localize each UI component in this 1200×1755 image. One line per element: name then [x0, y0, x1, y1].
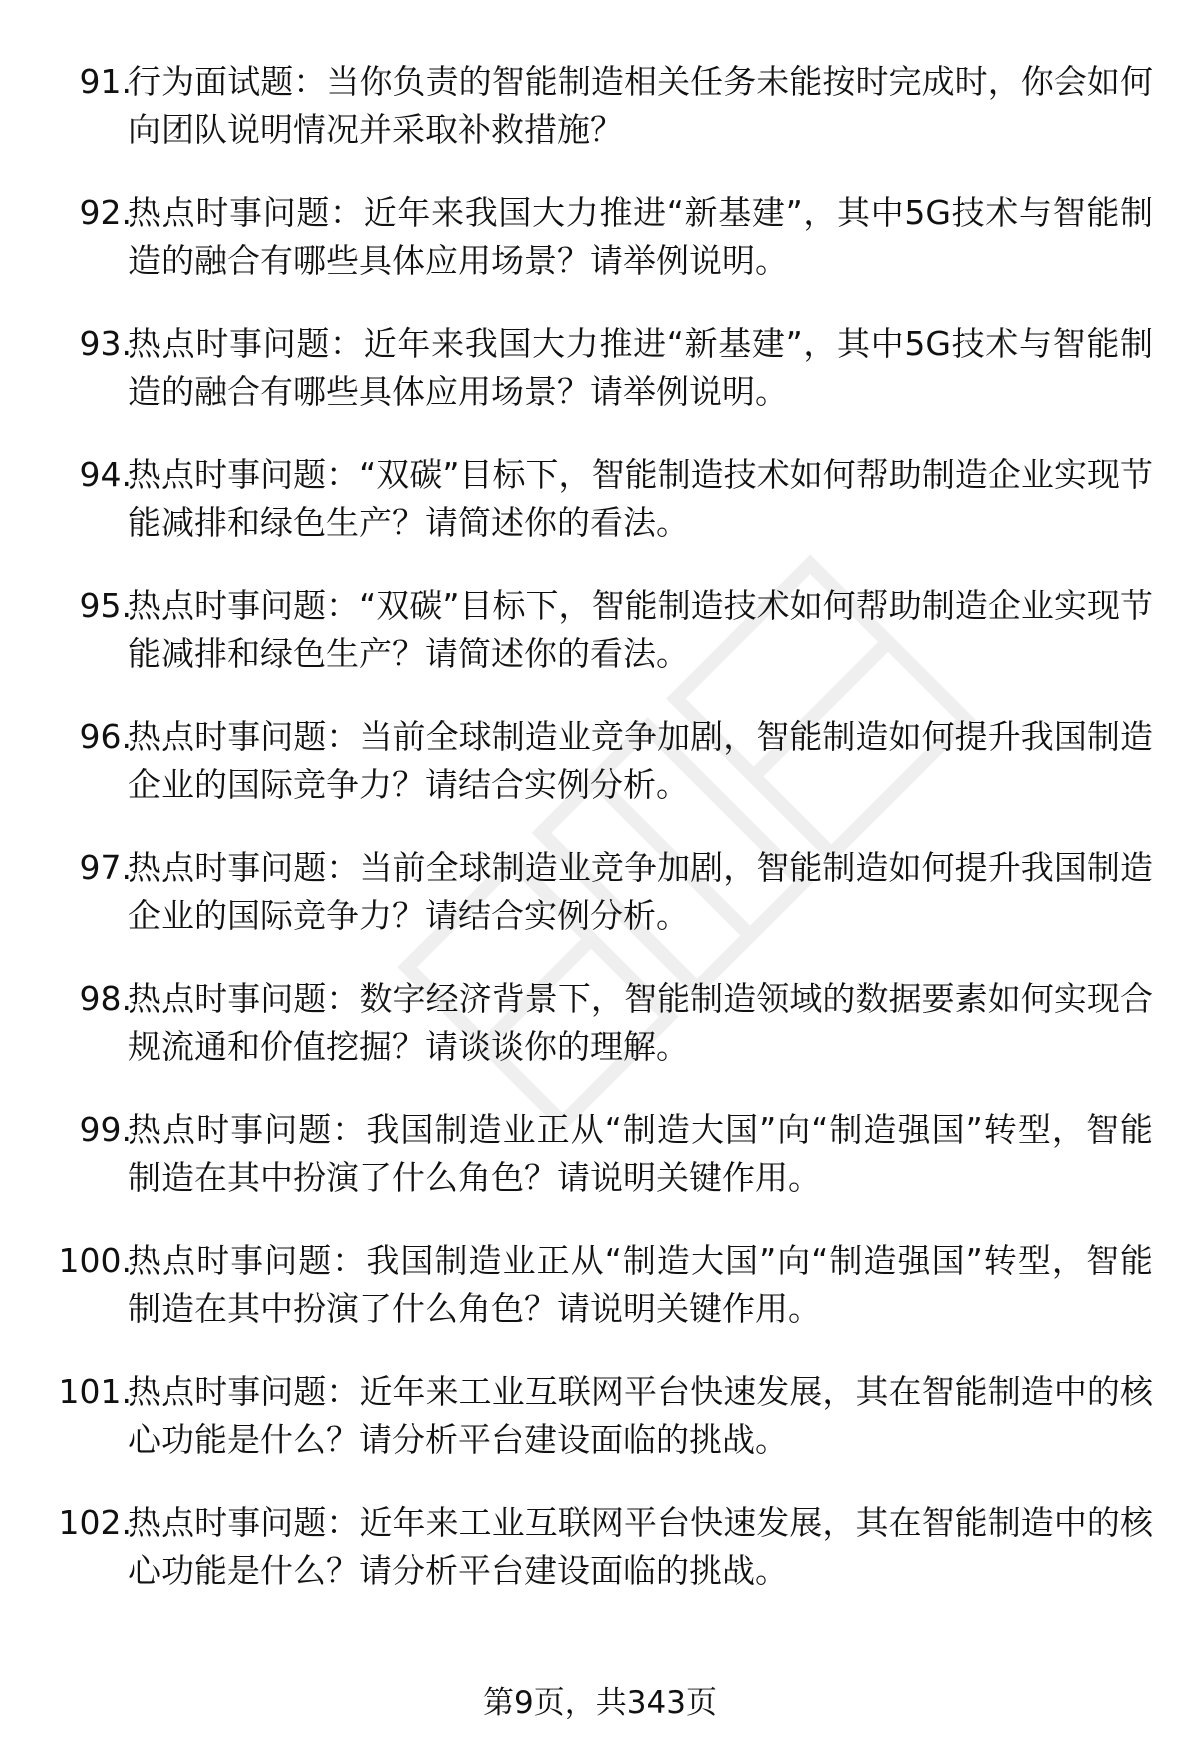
page-number-label: 第9页，共343页 — [483, 1685, 717, 1721]
question-text: 热点时事问题：当前全球制造业竞争加剧，智能制造如何提升我国制造企业的国际竞争力？请结合实例分析。 — [128, 848, 1153, 935]
question-item — [0, 975, 1200, 1106]
question-number: 96. — [79, 717, 132, 756]
question-number: 102. — [58, 1503, 132, 1542]
question-text: 热点时事问题：“双碳”目标下，智能制造技术如何帮助制造企业实现节能减排和绿色生产？请简述你的看法。 — [128, 586, 1153, 673]
question-item — [0, 582, 1200, 713]
question-text: 热点时事问题：近年来工业互联网平台快速发展，其在智能制造中的核心功能是什么？请分析平台建设面临的挑战。 — [128, 1372, 1153, 1459]
question-item — [0, 713, 1200, 844]
question-text: 热点时事问题：我国制造业正从“制造大国”向“制造强国”转型，智能制造在其中扮演了什么角色？请说明关键作用。 — [128, 1110, 1153, 1197]
question-number: 97. — [79, 848, 132, 887]
question-text: 热点时事问题：当前全球制造业竞争加剧，智能制造如何提升我国制造企业的国际竞争力？请结合实例分析。 — [128, 717, 1153, 804]
question-text: 热点时事问题：“双碳”目标下，智能制造技术如何帮助制造企业实现节能减排和绿色生产？请简述你的看法。 — [128, 455, 1153, 542]
question-item — [0, 844, 1200, 975]
question-text: 热点时事问题：近年来我国大力推进“新基建”，其中5G技术与智能制造的融合有哪些具体应用场景？请举例说明。 — [128, 324, 1153, 411]
question-text: 热点时事问题：近年来我国大力推进“新基建”，其中5G技术与智能制造的融合有哪些具体应用场景？请举例说明。 — [128, 193, 1153, 280]
question-number: 91. — [79, 62, 132, 101]
question-item — [0, 1237, 1200, 1368]
question-number: 98. — [79, 979, 132, 1018]
question-number: 93. — [79, 324, 132, 363]
question-number: 100. — [58, 1241, 132, 1280]
question-list — [0, 58, 1200, 1630]
question-text: 热点时事问题：近年来工业互联网平台快速发展，其在智能制造中的核心功能是什么？请分析平台建设面临的挑战。 — [128, 1503, 1153, 1590]
question-item — [0, 189, 1200, 320]
question-number: 101. — [58, 1372, 132, 1411]
question-item — [0, 1106, 1200, 1237]
question-number: 92. — [79, 193, 132, 232]
question-item — [0, 1499, 1200, 1630]
question-item — [0, 58, 1200, 189]
question-item — [0, 1368, 1200, 1499]
question-number: 95. — [79, 586, 132, 625]
page-footer — [0, 1683, 1200, 1723]
question-item — [0, 451, 1200, 582]
question-text: 热点时事问题：数字经济背景下，智能制造领域的数据要素如何实现合规流通和价值挖掘？请谈谈你的理解。 — [128, 979, 1153, 1066]
question-text: 热点时事问题：我国制造业正从“制造大国”向“制造强国”转型，智能制造在其中扮演了什么角色？请说明关键作用。 — [128, 1241, 1153, 1328]
question-number: 99. — [79, 1110, 132, 1149]
question-number: 94. — [79, 455, 132, 494]
question-text: 行为面试题：当你负责的智能制造相关任务未能按时完成时，你会如何向团队说明情况并采取补救措施？ — [128, 62, 1153, 149]
question-item — [0, 320, 1200, 451]
